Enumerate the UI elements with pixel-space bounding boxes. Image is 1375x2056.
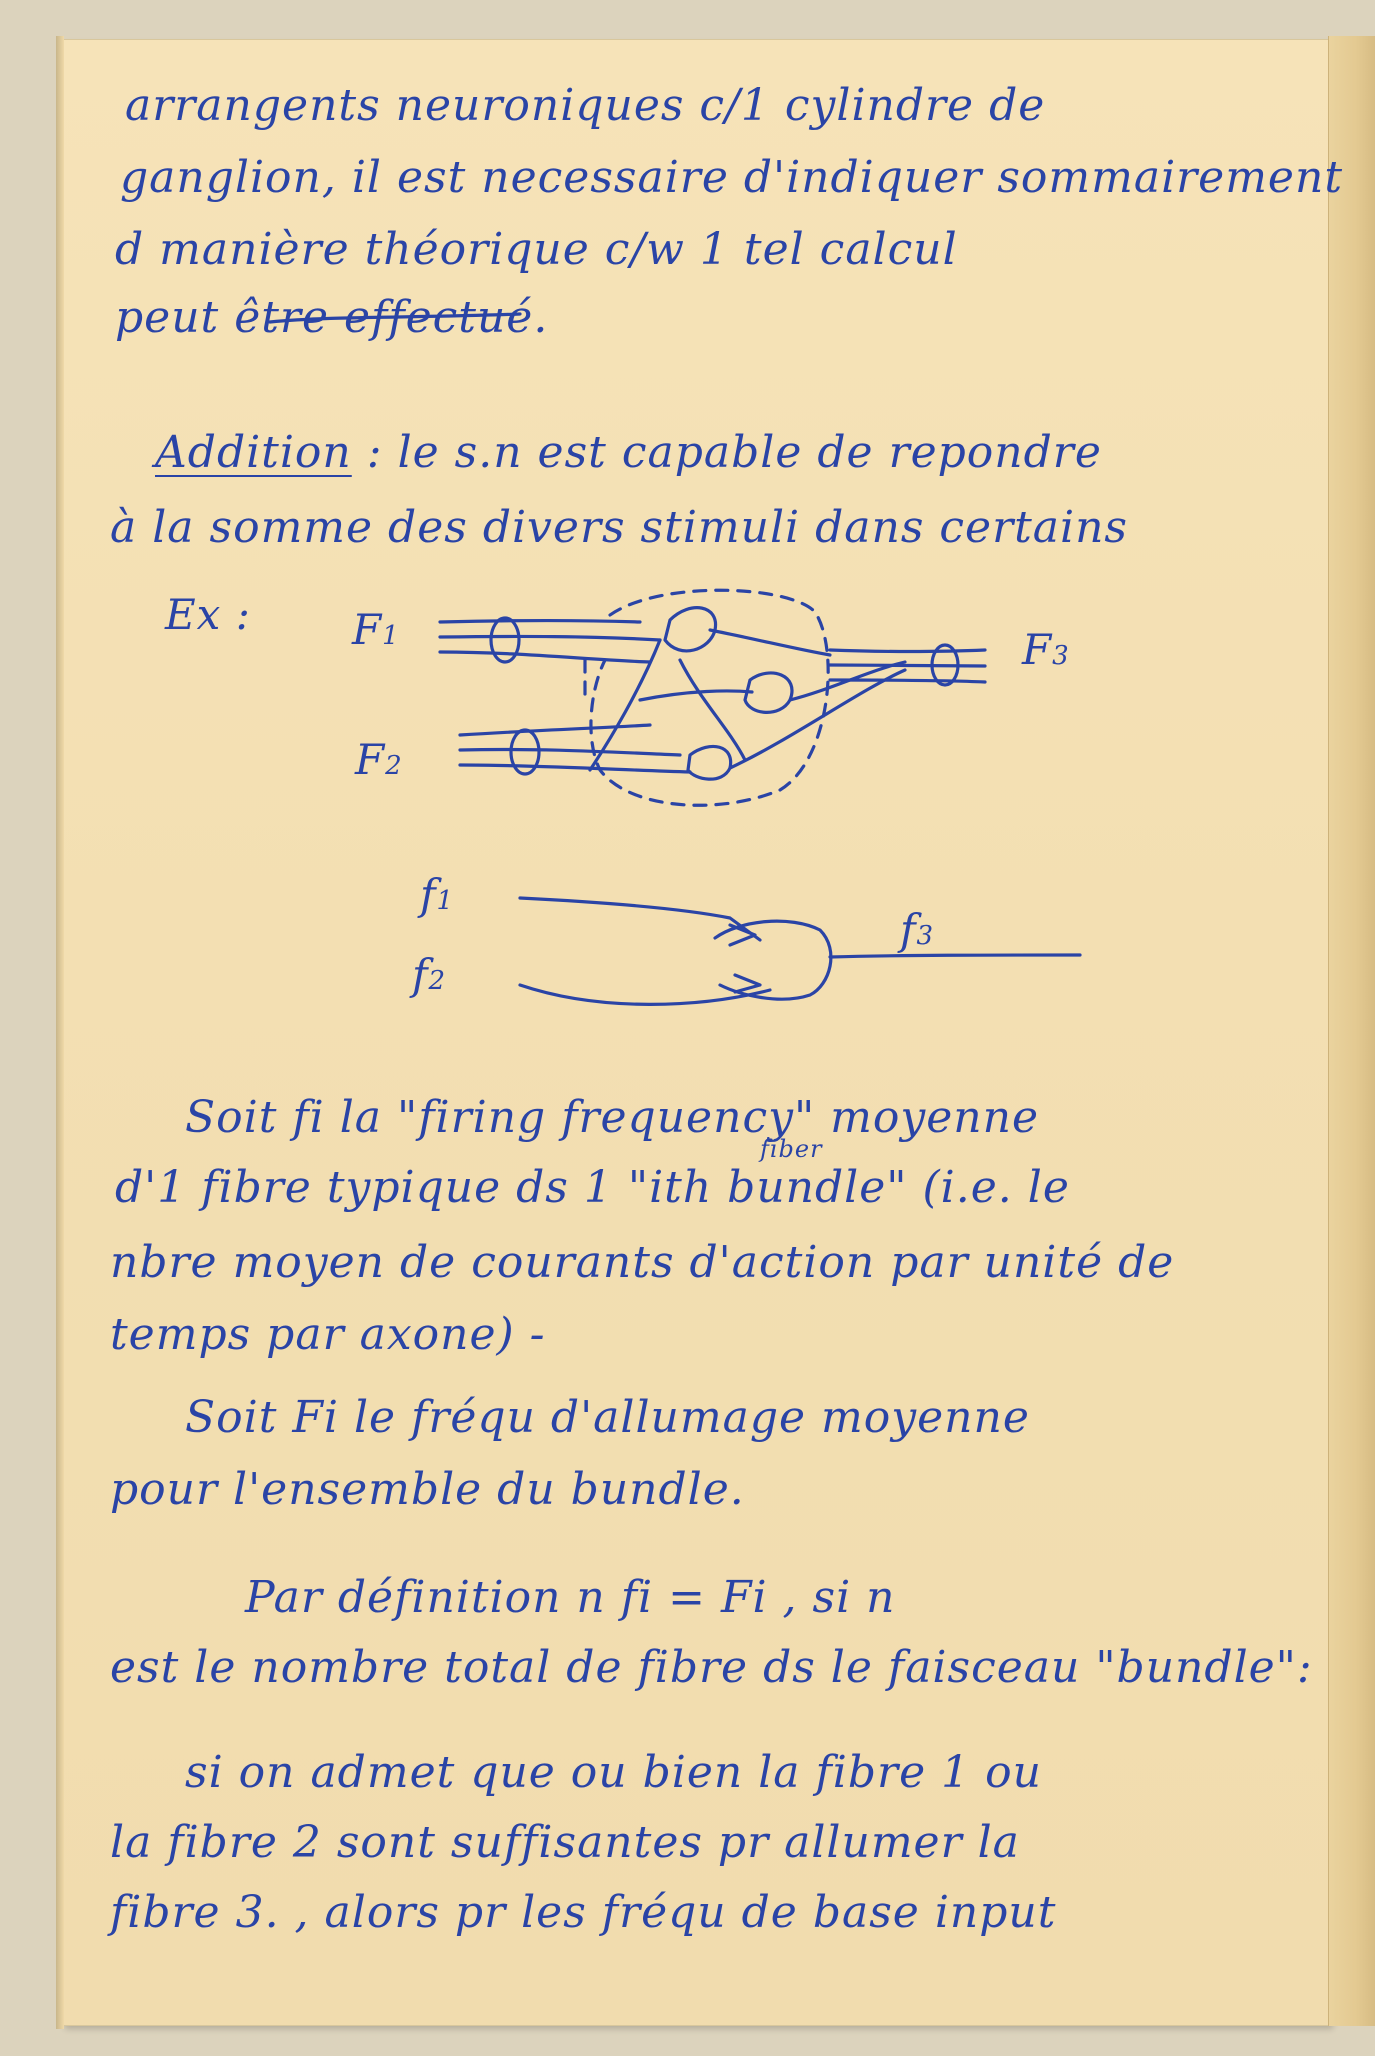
text-line-9: nbre moyen de courants d'action par unité de — [110, 1237, 1175, 1288]
text-line-13: Par définition n fi = Fi , si n — [245, 1572, 896, 1623]
text-line-12: pour l'ensemble du bundle. — [110, 1464, 745, 1515]
text-line-7: Soit fi la "firing frequency" moyenne — [185, 1092, 1039, 1143]
text-line-15: si on admet que ou bien la fibre 1 ou — [185, 1747, 1042, 1798]
text-line-8: d'1 fibre typique ds 1 "ith bundle" (i.e. le — [115, 1162, 1070, 1213]
text-line-17: fibre 3. , alors pr les fréqu de base input — [110, 1887, 1057, 1938]
label-f1: f1 — [420, 870, 455, 919]
label-f2: f2 — [412, 950, 447, 999]
text-line-1: arrangents neuroniques c/1 cylindre de — [125, 80, 1046, 131]
text-line-6: à la somme des divers stimuli dans certains — [110, 502, 1129, 553]
text-line-3: d manière théorique c/w 1 tel calcul — [115, 224, 958, 275]
label-f3: f3 — [900, 905, 935, 954]
text-line-10: temps par axone) - — [110, 1309, 546, 1360]
example-label: Ex : — [165, 590, 251, 639]
addition-line-1-rest: : le s.n est capable de repondre — [351, 427, 1102, 478]
text-line-2: ganglion, il est necessaire d'indiquer sommairement — [120, 152, 1343, 203]
label-F2: F2 — [355, 735, 403, 784]
text-line-16: la fibre 2 sont suffisantes pr allumer la — [110, 1817, 1020, 1868]
label-F1: F1 — [352, 605, 400, 654]
text-line-14: est le nombre total de fibre ds le faisceau "bundle": — [110, 1642, 1313, 1693]
addition-heading: Addition — [155, 427, 352, 478]
text-line-11: Soit Fi le fréqu d'allumage moyenne — [185, 1392, 1030, 1443]
label-F3: F3 — [1022, 625, 1070, 674]
fiber-annotation: fiber — [760, 1135, 823, 1163]
text-line-4-visible: peut être effectué. — [115, 292, 549, 343]
